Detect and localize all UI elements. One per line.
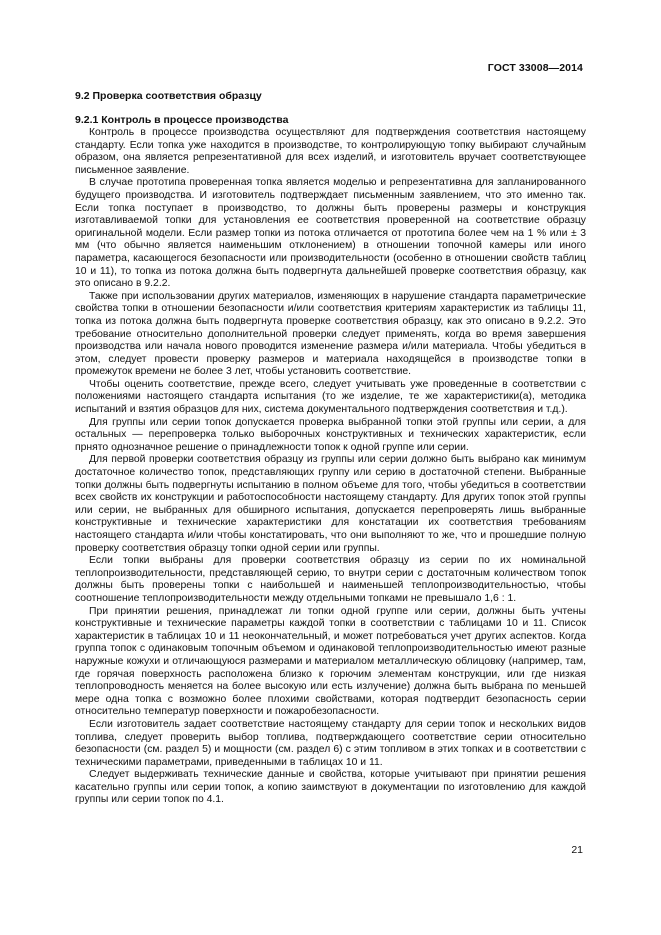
subsection-title: 9.2.1 Контроль в процессе производства (75, 114, 289, 126)
paragraph: Также при использовании других материалов, изменяющих в нарушение стандарта параметрические свойства топки в отношении безопасности и/или соответствия критериям характеристик из таблицы 11, топка из потока должна быть подвергнута проверке соответствия образцу, как это описано в 9.2.2. Это требование относительно дополнительной проверки следует применять, когда во время завершения производства или начала нового проводится изменение размера и/или материала. Чтобы убедиться в этом, следует провести проверку размеров и материала находящейся в производстве топки в промежуток времени не более 3 лет, чтобы установить соответствие. (75, 290, 586, 378)
page-content (75, 90, 586, 807)
paragraph: Если изготовитель задает соответствие настоящему стандарту для серии топок и нескольких видов топлива, следует проверить выбор топлива, подтверждающего соответствие серии относительно безопасности (см. раздел 5) и мощности (см. раздел 6) с этим топливом в этих топках и в соответствии с техническими параметрами, приведенными в таблицах 10 и 11. (75, 718, 586, 768)
paragraph: Для первой проверки соответствия образцу из группы или серии должно быть выбрано как минимум достаточное количество топок, представляющих группу или серию в достаточной степени. Выбранные топки должны быть подвергнуты испытанию в полном объеме для того, чтобы убедиться в соответствии всех свойств их конструкции и работоспособности настоящему стандарту. Для других топок этой группы или серии, не выбранных для обширного испытания, допускается перепроверять лишь выбранные конструктивные и технические характеристики для констатации их соответствия требованиям настоящего стандарта и/или чтобы констатировать, что они выполняют то же, что и прошедшие полную проверку соответствия образцу топки одной серии или группы. (75, 454, 586, 554)
paragraph: Чтобы оценить соответствие, прежде всего, следует учитывать уже проведенные в соответствии с положениями настоящего стандарта испытания (то же изделие, те же характеристики(а), методика испытаний и взятия образцов для них, система документального подтверждения соответствия и т.д.). (75, 378, 586, 416)
section-title: 9.2 Проверка соответствия образцу (75, 90, 262, 102)
paragraph: При принятии решения, принадлежат ли топки одной группе или серии, должны быть учтены конструктивные и технические параметры каждой топки в соответствии с таблицами 10 и 11. Список характеристик в таблицах 10 и 11 неокончательный, и может потребоваться учет других аспектов. Когда группа топок с одинаковым топочным объемом и одинаковой теплопроизводительностью имеют разные наружные кожухи и отличающуюся размерами и материалом металлическую облицовку (например, там, где горячая поверхность расположена близко к горючим элементам конструкции, или где низкая теплопроводность меняется на более высокую или есть излучение) должна быть выбрана по меньшей мере одна топка с возможно более плохими свойствами, которая подтвердит безопасность серии относительно температур поверхности и пожаробезопасности. (75, 605, 586, 718)
paragraph: Контроль в процессе производства осуществляют для подтверждения соответствия настоящему стандарту. Если топка уже находится в производстве, то контролирующую топку выбирают случайным образом, она является репрезентативной для всех изделий, и изготовитель вручает соответствующее письменное заявление. (75, 127, 586, 176)
standard-code-header: ГОСТ 33008—2014 (487, 62, 583, 74)
paragraph: В случае прототипа проверенная топка является моделью и репрезентативна для запланированного будущего производства. И изготовитель подтверждает письменным заявлением, что это именно так. Если топка поступает в производство, то должны быть проверены размеры и конструкция изготавливаемой топки для установления ее соответствия проверенной на соответствие образцу оригинальной модели. Если размер топки из потока отличается от прототипа более чем на 1 % или ± 3 мм (что обычно является наименьшим отклонением) в отношении топочной камеры или иного параметра, касающегося безопасности или производительности (особенно в отношении свойств таблиц 10 и 11), то топка из потока должна быть подвергнута дальнейшей проверке соответствия образцу, как это описано в 9.2.2. (75, 177, 586, 290)
paragraph: Если топки выбраны для проверки соответствия образцу из серии по их номинальной теплопроизводительности, представляющей серию, то внутри серии с достаточным количеством топок должны быть проверены топки с наибольшей и наименьшей теплопроизводительностью, чтобы соотношение теплопроизводительности между отдельными топками не превышало 1,6 : 1. (75, 555, 586, 604)
paragraph: Следует выдерживать технические данные и свойства, которые учитывают при принятии решения касательно группы или серии топок, а копию заимствуют в документации по изготовлению для каждой группы или серии топок по 4.1. (75, 769, 586, 806)
page-number: 21 (571, 844, 583, 856)
paragraph: Для группы или серии топок допускается проверка выбранной топки этой группы или серии, а для остальных — перепроверка только выборочных конструктивных и технических характеристик, если прнято однозначное решение о принадлежности топок к одной группе или серии. (75, 416, 586, 453)
